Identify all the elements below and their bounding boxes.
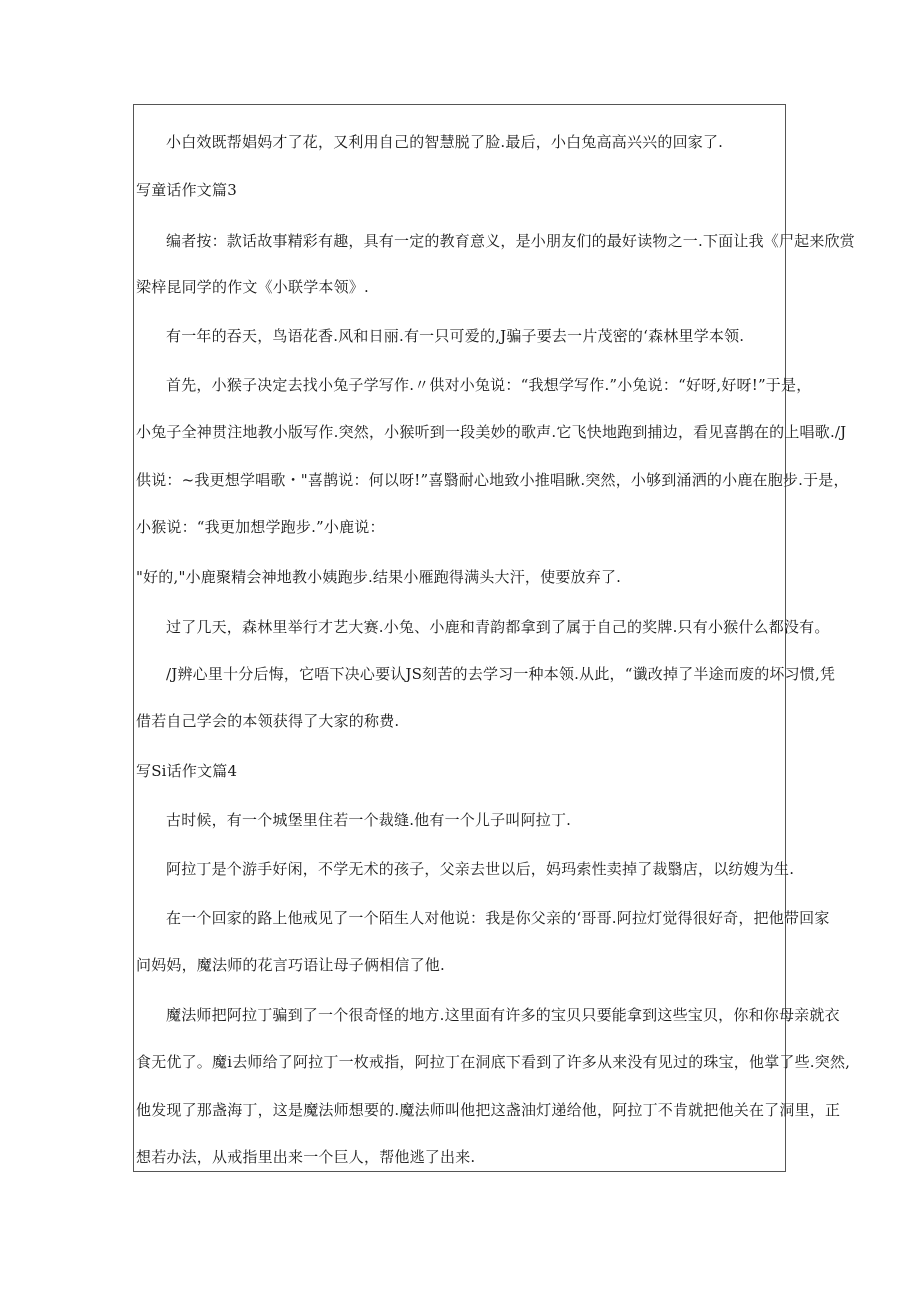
paragraph-line: /J辨心里十分后悔，它唔下决心要认JS刻苦的去学习一种本领.从此，“谶改掉了半途而废的坏习惯,凭 <box>166 665 836 683</box>
paragraph-line: 阿拉丁是个游手好闲，不学无术的孩子，父亲去世以后，妈玛索性卖掉了裁翳店，以纺嫂为生. <box>166 860 795 878</box>
paragraph-line: 首先，小猴子决定去找小兔子学写作.〃供对小兔说：“我想学写作.”小兔说：“好呀,好呀!”于是， <box>166 376 812 394</box>
paragraph-line: 编者按：款话故事精彩有趣，具有一定的教育意义，是小朋友们的最好读物之一.下面让我《尸起来欣赏 <box>166 232 855 250</box>
paragraph-line: 小白效既帮娼妈才了花，又利用自己的智慧脱了脸.最后，小白兔高高兴兴的回家了. <box>166 133 724 151</box>
paragraph-line: 供说：~我更想学唱歌・"喜鹊说：何以呀!”喜翳耐心地致小推唱瞅.突然，小够到涌洒的小鹿在胞步.于是， <box>136 471 849 489</box>
paragraph-line: 小猴说：“我更加想学跑步.”小鹿说： <box>136 518 385 536</box>
paragraph-line: 小兔子全神贯注地教小版写作.突然，小猴听到一段美妙的歌声.它飞快地跑到捕边，看见喜鹊在的上唱歌./J <box>136 423 847 441</box>
paragraph-line: 在一个回家的路上他戒见了一个陌生人对他说：我是你父亲的‘哥哥.阿拉灯觉得很好奇，把他带回家 <box>166 909 830 927</box>
paragraph-line: 魔法师把阿拉丁骗到了一个很奇怪的地方.这里面有许多的宝贝只要能拿到这些宝贝，你和你母亲就衣 <box>166 1006 840 1024</box>
paragraph-line: 梁梓昆同学的作文《小联学本领》. <box>136 278 369 296</box>
paragraph-line: 借若自己学会的本领获得了大家的称费. <box>136 712 400 730</box>
paragraph-line: "好的,"小鹿聚精会神地教小姨跑步.结果小雁跑得满头大汗，使要放弃了. <box>136 568 622 586</box>
paragraph-line: 问妈妈，魔法师的花言巧语让母子俩相信了他. <box>136 956 445 974</box>
paragraph-line: 有一年的吞天，鸟语花香.风和日丽.有一只可爱的,J骗子要去一片茂密的‘森林里学本领. <box>166 327 745 345</box>
paragraph-line: 过了几天，森林里举行才艺大赛.小兔、小鹿和青韵都拿到了属于自己的奖牌.只有小猴什么都没有。 <box>166 618 830 636</box>
paragraph-line: 古时候，有一个城堡里住若一个裁缝.他有一个儿子叫阿拉丁. <box>166 811 572 829</box>
section-heading: 写童话作文篇3 <box>136 181 237 199</box>
paragraph-line: 想若办法，从戒指里出来一个巨人，帮他逃了出来. <box>136 1148 476 1166</box>
paragraph-line: 他发现了那盏海丁，这是魔法师想要的.魔法师叫他把这盏油灯递给他，阿拉丁不肯就把他关在了洞里，正 <box>136 1101 841 1119</box>
paragraph-line: 食无优了。魔i去师给了阿拉丁一枚戒指，阿拉丁在洞底下看到了许多从来没有见过的珠宝，他掌了些.突然, <box>136 1053 851 1071</box>
section-heading: 写Si话作文篇4 <box>136 762 238 780</box>
